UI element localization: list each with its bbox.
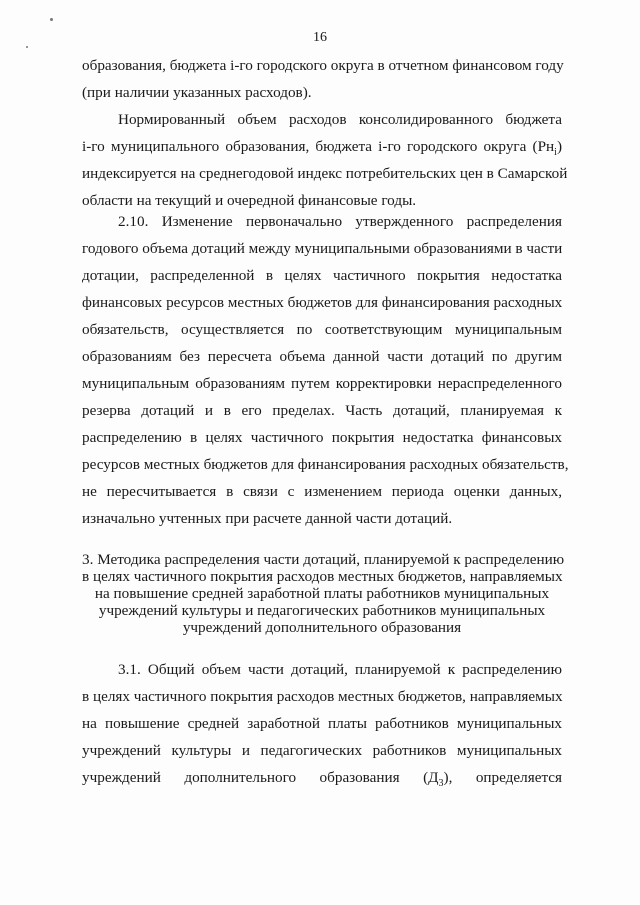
section-heading-3: [82, 551, 565, 636]
text-line: финансовых ресурсов местных бюджетов для финансирования расходных: [82, 294, 563, 311]
scan-artifact-dot: [50, 18, 53, 21]
text-line: Нормированный объем расходов консолидированного бюджета: [118, 111, 562, 128]
subscript-i: i: [554, 147, 557, 159]
text-line: образованиям без пересчета объема данной части дотаций по другим: [82, 348, 562, 365]
text-fragment: ): [556, 138, 562, 155]
text-line: в целях частичного покрытия расходов местных бюджетов, направляемых: [82, 688, 563, 705]
text-line: ресурсов местных бюджетов для финансирования расходных обязательств,: [82, 456, 569, 473]
text-fragment: учреждений дополнительного образования (Д: [82, 769, 439, 786]
text-line: распределению в целях частичного покрытия недостатка финансовых: [82, 429, 562, 446]
paragraph-continuation: [82, 52, 562, 106]
heading-line: 3. Методика распределения части дотаций, планируемой к распределению: [82, 551, 565, 568]
text-line: индексируется на среднегодовой индекс потребительских цен в Самарской: [82, 165, 568, 182]
text-line: не пересчитывается в связи с изменением периода оценки данных,: [82, 483, 562, 500]
subscript-3: 3: [438, 778, 444, 790]
text-fragment: i-го муниципального образования, бюджета i-го городского округа (Рн: [82, 138, 555, 155]
text-line: годового объема дотаций между муниципальными образованиями в части: [82, 240, 563, 257]
heading-line: на повышение средней заработной платы работников муниципальных: [94, 585, 550, 602]
text-line: 3.1. Общий объем части дотаций, планируемой к распределению: [118, 661, 562, 678]
text-line: на повышение средней заработной платы работников муниципальных: [82, 715, 562, 732]
text-line: дотации, распределенной в целях частичного покрытия недостатка: [82, 267, 562, 284]
paragraph-normed-expense: [82, 106, 568, 214]
scan-artifact-dot: [26, 46, 28, 48]
heading-line: учреждений дополнительного образования: [182, 619, 462, 636]
text-line: (при наличии указанных расходов).: [82, 84, 312, 101]
paragraph-2-10: [82, 208, 569, 532]
heading-line: в целях частичного покрытия расходов местных бюджетов, направляемых: [82, 568, 563, 585]
text-line: 2.10. Изменение первоначально утвержденного распределения: [118, 213, 562, 230]
text-line: изначально учтенных при расчете данной части дотаций.: [82, 510, 453, 527]
heading-line: учреждений культуры и педагогических работников муниципальных: [98, 602, 546, 619]
text-line: [82, 764, 562, 791]
text-line: образования, бюджета i-го городского округа в отчетном финансовом году: [82, 57, 564, 74]
text-line: [82, 133, 562, 160]
paragraph-3-1: [82, 656, 562, 791]
text-line: области на текущий и очередной финансовые годы.: [82, 192, 417, 209]
text-line: обязательств, осуществляется по соответствующим муниципальным: [82, 321, 562, 338]
text-line: учреждений культуры и педагогических работников муниципальных: [82, 742, 562, 759]
text-line: муниципальным образованиям путем корректировки нераспределенного: [82, 375, 562, 392]
text-line: резерва дотаций и в его пределах. Часть дотаций, планируемая к: [82, 402, 562, 419]
page-number: 16: [313, 30, 327, 45]
text-fragment: ), определяется: [443, 769, 562, 786]
